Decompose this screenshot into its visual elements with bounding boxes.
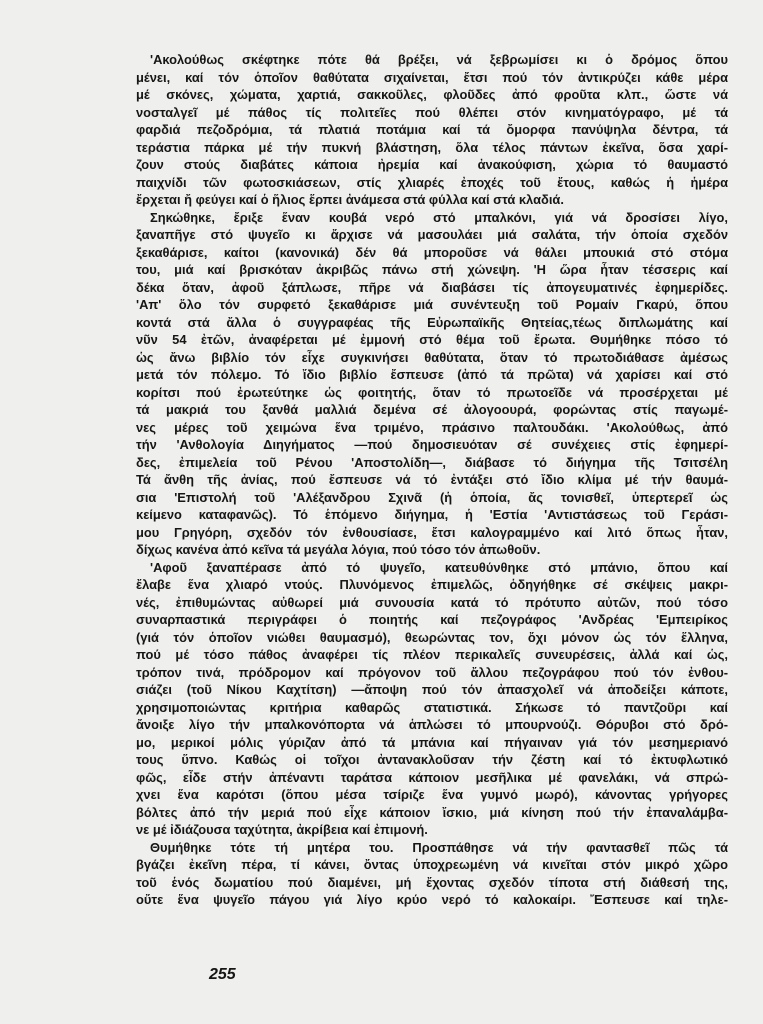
text-line: ζουν στούς διαβάτες κάποια ἠρεμία καί ἀνακούφιση, χώρια τό θαυμαστό	[136, 157, 728, 172]
text-line: 'Ακολούθως σκέφτηκε πότε θά βρέξει, νά ξεβρωμίσει κι ὁ δρόμος ὅπου	[150, 52, 728, 67]
text-line: μένει, καί τόν ὁποῖον θαθύτατα σιχαίνεται, ἔτσι πού τόν ἀντικρύζει κάθε μέρα	[136, 69, 728, 85]
text-line: φῶς, εἶδε στήν ἀπέναντι ταράτσα κάποιον μεσῆλικα μέ φανελάκι, νά σπρώ-	[136, 769, 728, 785]
text-line: ὡς ἄνω βιβλίο τόν εἶχε συγκινήσει θαθύτατα, ὅταν τό πρωτοδιάθασε ἀμέσως	[136, 349, 728, 365]
text-line: ἄνοιξε λίγο τήν μπαλκονόπορτα νά ἁπλώσει τό μπουρνούζι. Θόρυβοι στό δρό-	[136, 717, 728, 732]
text-line: Τά ἄνθη τῆς ἀνίας, πού ἔσπευσε νά τό ἐντάξει στό ἴδιο κλίμα μέ τήν θαυμά-	[136, 472, 728, 487]
text-line: νες μέρες τοῦ χειμώνα ἕνα τριμένο, πράσινο παλτουδάκι. 'Ακολούθως, ἀπό	[136, 419, 728, 435]
text-line: Σηκώθηκε, ἔριξε ἕναν κουβά νερό στό μπαλκόνι, γιά νά δροσίσει λίγο,	[150, 209, 728, 225]
text-line: χνει ἕνα καρότσι (ὅπου μέσα τσίριζε ἕνα γυμνό μωρό), κάνοντας γρήγορες	[136, 787, 728, 802]
text-line: 'Απ' ὅλο τόν συρφετό ξεκαθάρισε μιά συνέντευξη τοῦ Ρομαίν Γκαρύ, ὅπου	[136, 297, 728, 312]
text-line: τοῦ ἑνός δωματίου πού διαμένει, μή ἔχοντας σχεδόν τίποτα στή διάθεσή της,	[136, 874, 728, 890]
text-line: δέκα ὅταν, ἀφοῦ ξάπλωσε, πῆρε νά διαβάσει τίς ἀπογευματινές ἐφημερίδες.	[136, 279, 728, 295]
text-line: δίχως κανένα ἀπό κεῖνα τά μεγάλα λόγια, πού τόσο τόν ἀπωθοῦν.	[136, 542, 541, 557]
text-line: συναρπαστικά περιγράφει ὁ ποιητής καί πεζογράφος 'Ανδρέας 'Εμπειρίκος	[136, 612, 728, 627]
text-line: μέ σκόνες, χώματα, χαρτιά, σακκοῦλες, φλοῦδες ἀπό φροῦτα κλπ., ὥστε νά	[136, 87, 728, 102]
text-line: παιχνίδι τῶν φωτοσκιάσεων, στίς χλιαρές ἐποχές τοῦ ἔτους, καθώς ἡ ἡμέρα	[136, 174, 728, 190]
text-line: τρόπον τινά, πρόδρομον καί πρόγονον τοῦ ἄλλου πεζογράφου πού τόν ἐνθου-	[136, 664, 728, 680]
text-line: σιάζει (τοῦ Νίκου Καχτίτση) —ἄποψη πού τόν ἀπασχολεῖ νά ἀποδείξει κάποτε,	[136, 682, 728, 697]
body-text	[136, 51, 728, 909]
text-line: κοντά στά ἄλλα ὁ συγγραφέας τῆς Εὐρωπαϊκῆς Θητείας,τέως διπλωμάτης καί	[136, 314, 728, 330]
text-line: (γιά τόν ὁποῖον νιώθει θαυμασμό), θεωρώντας τον, ὄχι μόνον ὡς τόν ἕλληνα,	[136, 629, 728, 645]
text-line: τήν 'Ανθολογία Διηγήματος —πού δημοσιευόταν σέ συνέχειες στίς ἐφημερί-	[136, 437, 728, 452]
text-line: φαρδιά πεζοδρόμια, τά πλατιά ποτάμια καί τά ὄμορφα πανύψηλα δέντρα, τά	[136, 122, 728, 137]
text-line: πού μέ τόσο πάθος ἀναφέρει τίς πλέον περικαλεῖς συνευρέσεις, ἀλλά καί ὡς,	[136, 647, 728, 662]
text-line: δες, ἐπιμελεία τοῦ Ρένου 'Αποστολίδη—, διάβασε τό διήγημα τῆς Τσιτσέλη	[136, 454, 728, 470]
text-line: νοσταλγεῖ μέ πάθος τίς πολιτεῖες πού θλέπει στόν κινηματόγραφο, μέ τά	[136, 104, 728, 120]
text-line: ἔρχεται ἤ φεύγει καί ὁ ἥλιος ἕρπει ἀνάμεσα στά φύλλα καί στά κλαδιά.	[136, 192, 564, 207]
text-line: τους ὕπνο. Καθώς οἱ τοῖχοι ἀντανακλοῦσαν τήν ζέστη καί τό ἐκτυφλωτικό	[136, 752, 728, 767]
text-line: κείμενο καταφανῶς). Τό ἑπόμενο διήγημα, ἡ 'Εστία 'Αντιστάσεως τοῦ Γεράσι-	[136, 507, 728, 522]
text-line: μου Γρηγόρη, σχεδόν τόν ἐνθουσίασε, ἔτσι καλογραμμένο καί λιτό ὅπως ἦταν,	[136, 524, 728, 540]
text-line: κορίτσι πού ἐρωτεύτηκε ὡς φοιτητής, ὅταν τό πρωτοεῖδε νά προσέρχεται μέ	[136, 384, 728, 400]
text-line: χρησιμοποιώντας κριτήρια καθαρῶς στατιστικά. Σήκωσε τό παντζοῦρι καί	[136, 699, 728, 715]
text-line: του, μιά καί βρισκόταν ἀκριβῶς πάνω στή χώνεψη. 'Η ὥρα ἦταν τέσσερις καί	[136, 262, 728, 277]
text-line: τεράστια πάρκα μέ τήν πυκνή βλάστηση, ὅλα τέλος πάντων ἐκεῖνα, ὅσα χαρί-	[136, 139, 728, 155]
text-line: μο, μερικοί μόλις γύριζαν ἀπό τά μπάνια καί πήγαιναν γιά τόν μεσημεριανό	[136, 734, 728, 750]
text-line: τά μακριά του ξανθά μαλλιά δεμένα σέ ἀλογοουρά, φορώντας στίς παγωμέ-	[136, 402, 728, 417]
text-line: μετά τόν πόλεμο. Τό ἴδιο βιβλίο ἔσπευσε (ἀπό τά πρῶτα) νά χαρίσει καί στό	[136, 367, 728, 382]
text-line: ξαναπῆγε στό ψυγεῖο κι ἄρχισε νά μασουλάει μιά σαλάτα, τήν ὁποία σχεδόν	[136, 227, 728, 242]
text-line: βόλτες ἀπό τήν μεριά πού εἶχε κάποιον ἴσκιο, μιά κίνηση πού τήν ἐπαναλάμβα-	[136, 804, 728, 820]
text-line: νε μέ ἰδιάζουσα ταχύτητα, ἀκρίβεια καί ἐπιμονή.	[136, 822, 428, 837]
text-line: σια 'Επιστολή τοῦ 'Αλέξανδρου Σχινᾶ (ἡ ὁποία, ἄς τονισθεῖ, ὑπερτερεῖ ὡς	[136, 489, 728, 505]
text-line: οὔτε ἕνα ψυγεῖο πάγου γιά λίγο κρύο νερό τό καλοκαίρι. Ἔσπευσε καί τηλε-	[136, 892, 728, 907]
text-line: βγάζει ἐκεῖνη πέρα, τί κάνει, ὄντας ὑποχρεωμένη νά κινεῖται στόν μικρό χῶρο	[136, 857, 728, 872]
text-line: ἔλαβε ἕνα χλιαρό ντούς. Πλυνόμενος ἐπιμελῶς, ὁδηγήθηκε σέ σκέψεις μακρι-	[136, 577, 728, 592]
text-line: νές, ἐπιθυμώντας αὐθωρεί μιά συνουσία κατά τό πρότυπο αὐτῶν, πού τόσο	[136, 594, 728, 610]
text-line: νῦν 54 ἐτῶν, ἀναφέρεται μέ ἐμμονή στό θέμα τοῦ ἔρωτα. Θυμήθηκε πόσο τό	[136, 332, 728, 347]
text-line: 'Αφοῦ ξαναπέρασε ἀπό τό ψυγεῖο, κατευθύνθηκε στό μπάνιο, ὅπου καί	[150, 559, 728, 575]
page-number: 255	[209, 966, 236, 983]
text-line: Θυμήθηκε τότε τή μητέρα του. Προσπάθησε νά τήν φαντασθεῖ πῶς τά	[150, 839, 728, 855]
text-line: ξεκαθάρισε, καίτοι (κανονικά) δέν θά μποροῦσε νά θάλει μπουκιά στό στόμα	[136, 244, 728, 260]
